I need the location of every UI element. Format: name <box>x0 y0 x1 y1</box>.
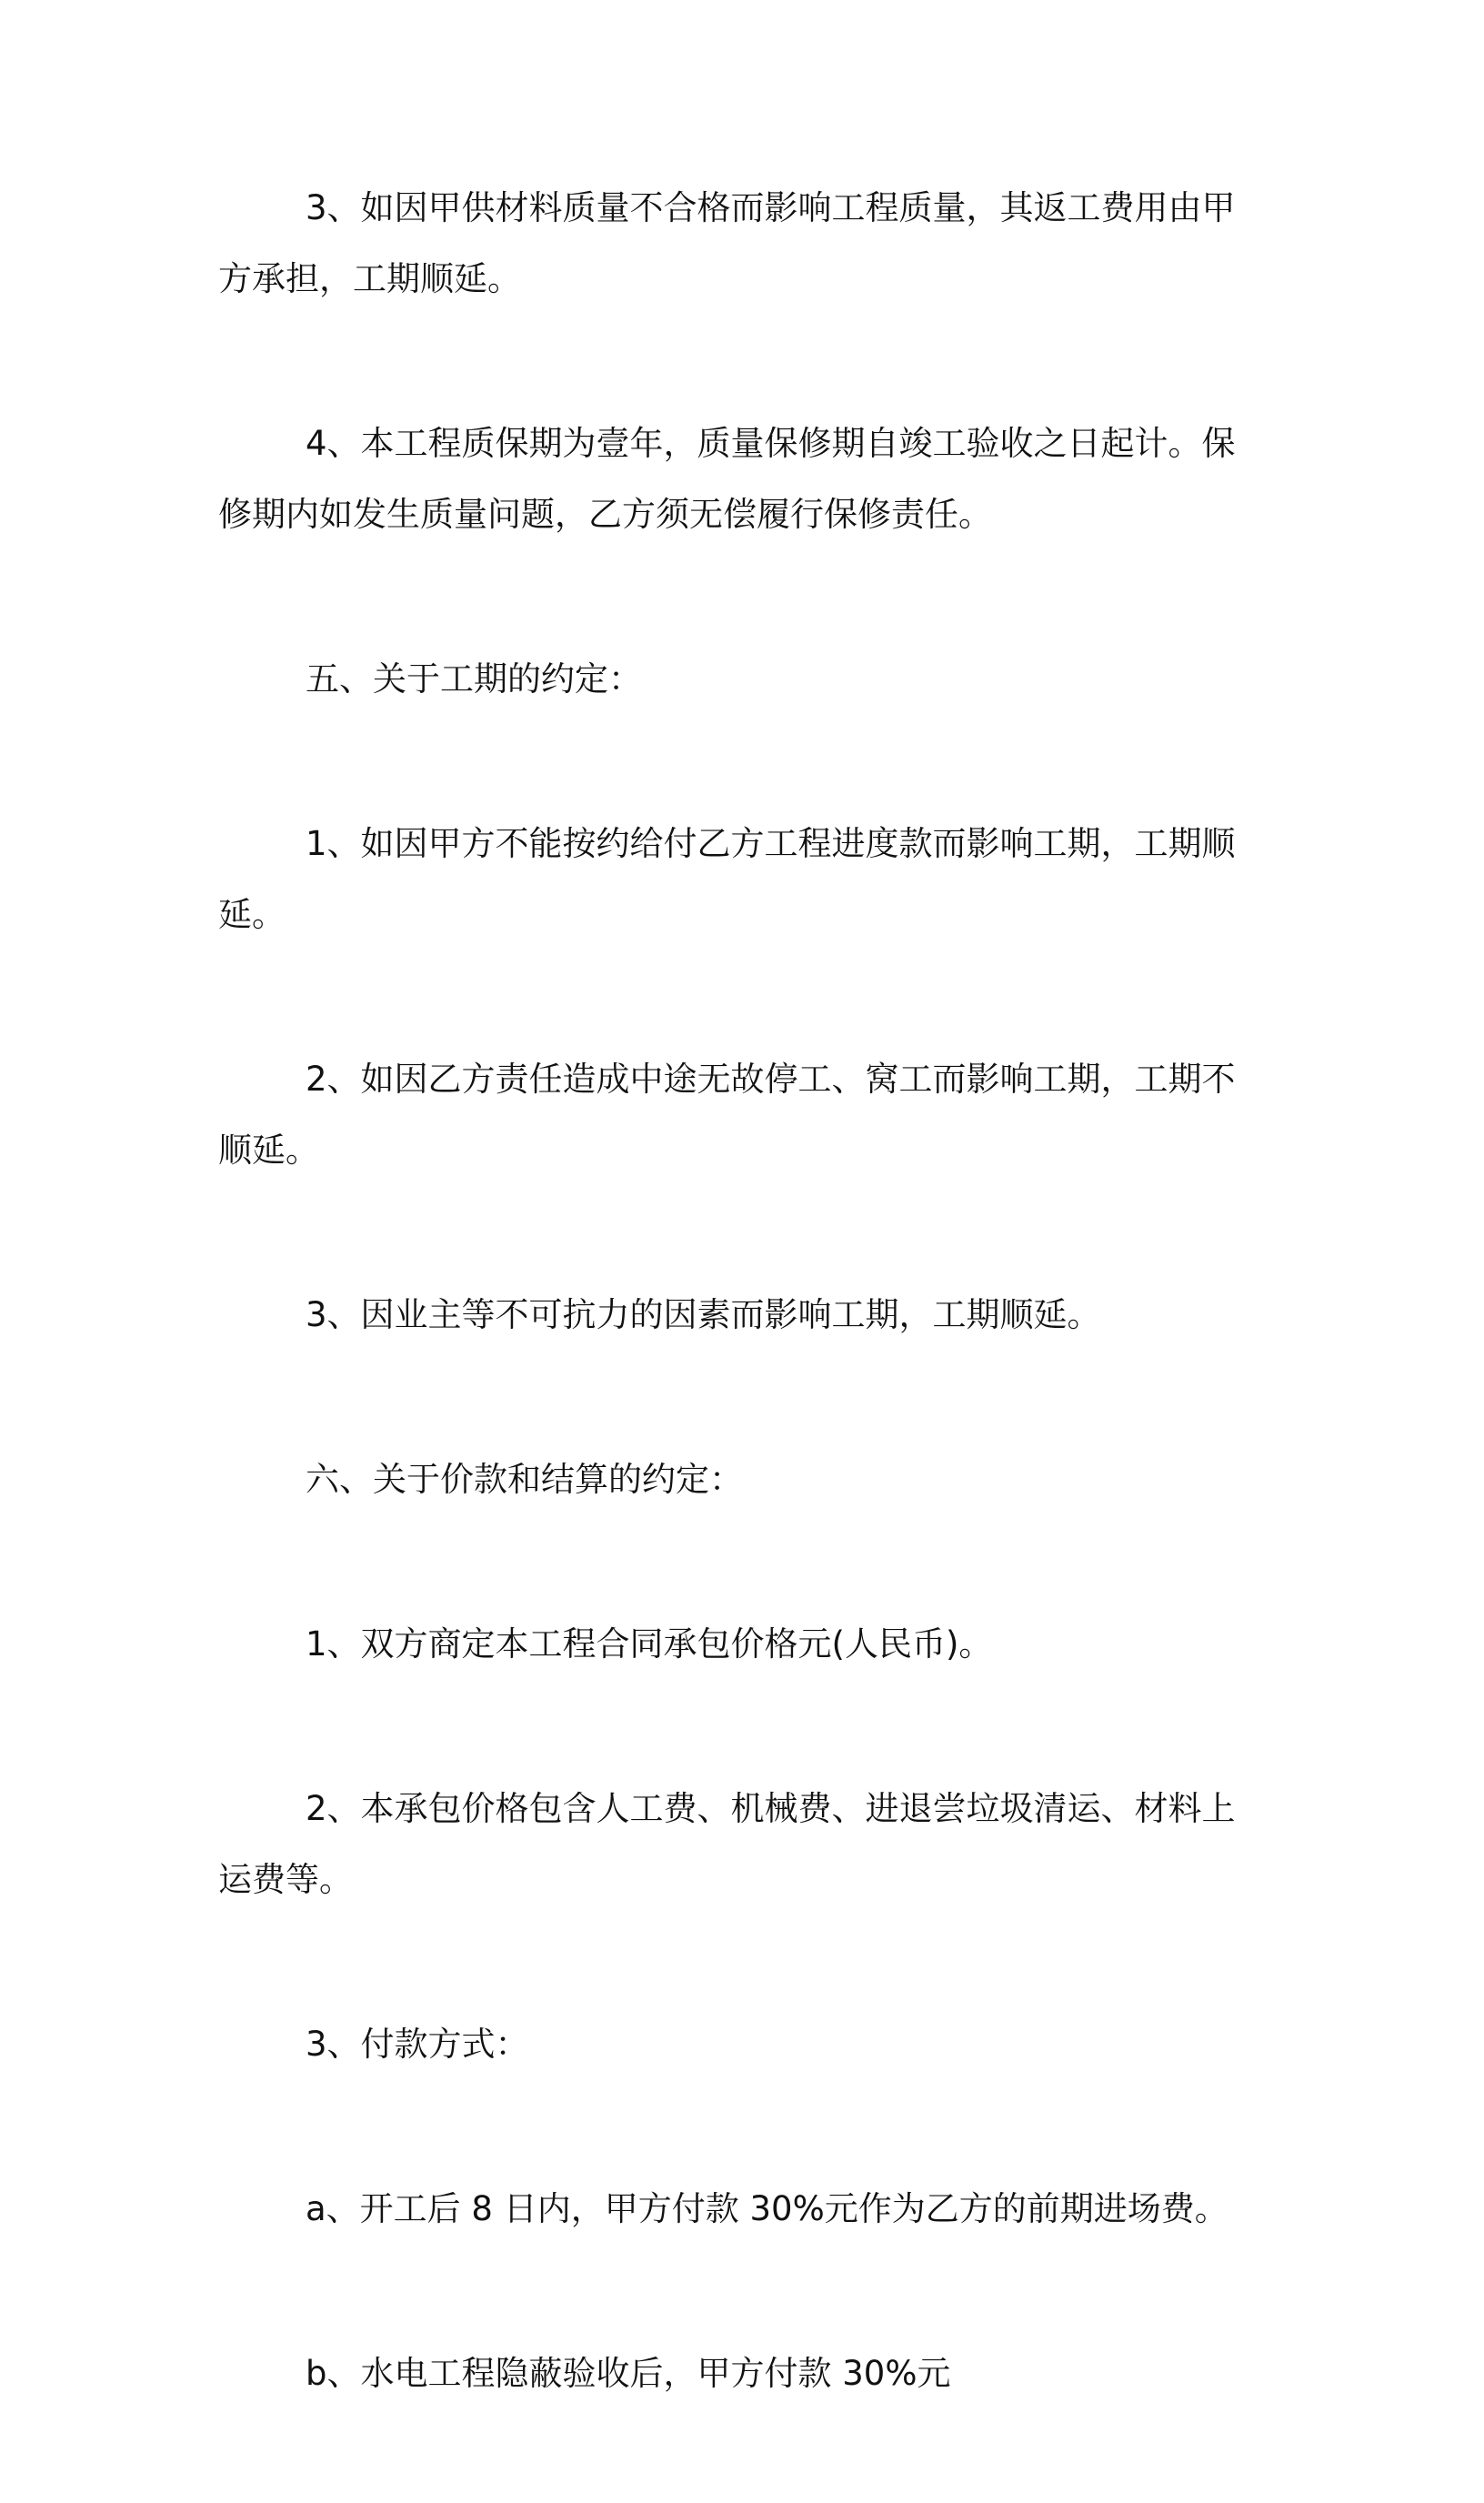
section-heading-schedule: 五、关于工期的约定： <box>306 659 642 699</box>
paragraph-payment-b: b、水电工程隐蔽验收后，甲方付款 30%元 <box>306 2354 951 2393</box>
paragraph-payment-a: a、开工后 8 日内，甲方付款 30%元作为乙方的前期进场费。 <box>306 2189 1228 2228</box>
section-heading-price-settlement: 六、关于价款和结算的约定： <box>306 1460 743 1499</box>
document-body <box>218 173 1246 2503</box>
paragraph-quality-rework: 3、如因甲供材料质量不合格而影响工程质量，其返工费用由甲方承担，工期顺延。 <box>218 188 1236 298</box>
paragraph-payment-method: 3、付款方式： <box>306 2025 529 2064</box>
paragraph-price-includes: 2、本承包价格包含人工费、机械费、进退尝垃圾清运、材料上运费等。 <box>218 1789 1236 1899</box>
paragraph-schedule-payment-delay: 1、如因甲方不能按约给付乙方工程进度款而影响工期，工期顺延。 <box>218 824 1236 934</box>
paragraph-schedule-stoppage: 2、如因乙方责任造成中途无故停工、窝工而影响工期，工期不顺延。 <box>218 1060 1236 1170</box>
paragraph-contract-price: 1、双方商定本工程合同承包价格元(人民币)。 <box>306 1624 993 1664</box>
paragraph-schedule-force-majeure: 3、因业主等不可抗力的因素而影响工期，工期顺延。 <box>306 1295 1101 1334</box>
paragraph-warranty-period: 4、本工程质保期为壹年，质量保修期自竣工验收之日起计。保修期内如发生质量问题，乙方须无偿履行保修责任。 <box>218 424 1236 534</box>
